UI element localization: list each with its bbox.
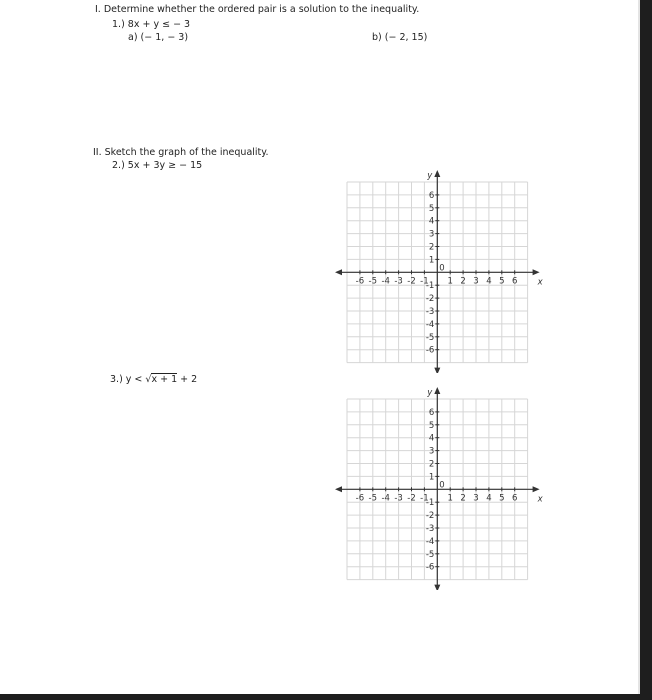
y-tick-label: -1	[425, 498, 435, 509]
y-tick-label: 3	[428, 229, 435, 240]
x-tick-label: -6	[355, 276, 365, 287]
y-axis-up-arrow-icon	[434, 170, 440, 177]
y-tick-label: 1	[428, 255, 435, 266]
y-tick-label: -2	[425, 511, 435, 522]
x-tick-label: -3	[394, 493, 403, 504]
x-tick-label: -2	[407, 493, 416, 504]
origin-label: 0	[439, 263, 445, 274]
y-tick-label: -3	[425, 524, 435, 534]
x-tick-label: -1	[420, 276, 429, 287]
y-tick-label: -5	[425, 549, 435, 560]
y-tick-label: 2	[428, 242, 435, 253]
y-tick-label: 5	[428, 203, 435, 214]
x-tick-label: -4	[381, 276, 390, 287]
y-tick-label: -5	[425, 332, 435, 343]
x-tick-label: -2	[407, 276, 416, 287]
x-tick-label: 6	[511, 276, 518, 287]
x-tick-label: -5	[368, 276, 378, 287]
x-tick-label: 5	[499, 276, 505, 287]
y-tick-label: -1	[425, 281, 435, 292]
y-tick-label: 3	[428, 446, 435, 457]
x-axis-label: x	[537, 494, 543, 505]
coordinate-grid-problem-3[interactable]	[330, 385, 550, 590]
x-tick-label: 2	[460, 276, 466, 287]
x-axis-label: x	[537, 277, 543, 288]
y-tick-label: -6	[425, 345, 435, 356]
x-tick-label: 3	[473, 493, 479, 504]
x-tick-label: 4	[486, 493, 492, 504]
y-tick-label: 2	[428, 459, 435, 470]
x-tick-label: 5	[499, 493, 505, 504]
x-axis-left-arrow-icon	[335, 486, 342, 492]
x-tick-label: 6	[511, 493, 518, 504]
y-axis-down-arrow-icon	[434, 585, 440, 590]
problem-3	[110, 374, 197, 385]
problem-3-radicand: x + 1	[151, 374, 178, 385]
y-axis-down-arrow-icon	[434, 368, 440, 373]
sqrt-symbol: √	[145, 374, 152, 385]
x-tick-label: 2	[460, 493, 466, 504]
x-tick-label: 3	[473, 276, 479, 287]
coordinate-grid-problem-2[interactable]	[330, 168, 550, 373]
problem-2: 2.) 5x + 3y ≥ − 15	[112, 160, 203, 171]
x-axis-right-arrow-icon	[533, 269, 540, 275]
x-axis-left-arrow-icon	[335, 269, 342, 275]
x-axis-right-arrow-icon	[533, 486, 540, 492]
y-tick-label: -6	[425, 562, 435, 573]
section-2-heading: II. Sketch the graph of the inequality.	[93, 147, 269, 158]
y-tick-label: 4	[428, 433, 435, 444]
problem-1-part-a: a) (− 1, − 3)	[128, 32, 189, 43]
y-tick-label: 4	[428, 216, 435, 227]
y-tick-label: 6	[428, 407, 435, 418]
y-axis-up-arrow-icon	[434, 387, 440, 394]
y-axis-label: y	[427, 388, 433, 398]
y-tick-label: 6	[428, 190, 435, 201]
x-tick-label: -3	[394, 276, 403, 287]
y-tick-label: -4	[425, 319, 435, 330]
x-tick-label: 4	[486, 276, 492, 287]
x-tick-label: -1	[420, 493, 429, 504]
y-tick-label: -4	[425, 536, 435, 547]
x-tick-label: -4	[381, 493, 390, 504]
y-tick-label: 5	[428, 420, 435, 431]
origin-label: 0	[439, 480, 445, 491]
x-tick-label: 1	[447, 493, 453, 504]
problem-1-part-b: b) (− 2, 15)	[372, 32, 428, 43]
x-tick-label: 1	[447, 276, 453, 287]
x-tick-label: -5	[368, 493, 378, 504]
y-axis-label: y	[427, 171, 433, 181]
problem-1: 1.) 8x + y ≤ − 3	[112, 19, 191, 30]
y-tick-label: -3	[425, 307, 435, 317]
problem-3-prefix: 3.) y <	[110, 374, 146, 385]
problem-3-suffix: + 2	[177, 374, 198, 385]
y-tick-label: -2	[425, 294, 435, 305]
section-1-heading: I. Determine whether the ordered pair is a solution to the inequality.	[95, 4, 420, 15]
x-tick-label: -6	[355, 493, 365, 504]
y-tick-label: 1	[428, 472, 435, 483]
